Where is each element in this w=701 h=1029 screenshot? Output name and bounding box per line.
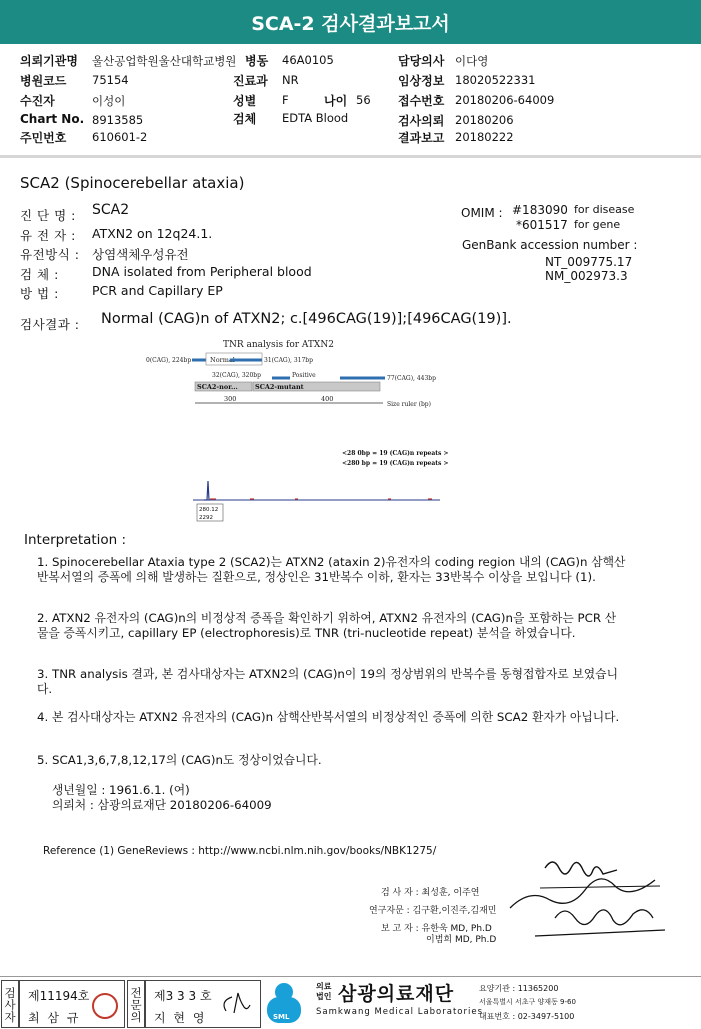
signer-name: 지 현 영: [154, 1011, 207, 1025]
org-info: 요양기관 : 11365200: [479, 984, 559, 993]
header-value: 610601-2: [92, 130, 148, 144]
org-prefix: 법인: [316, 992, 332, 1001]
header-label: 진료과: [233, 74, 268, 88]
header-value: 이성이: [92, 94, 126, 108]
header-label: 접수번호: [398, 94, 445, 108]
tester-info-box: [19, 980, 125, 1028]
row-label: 검 체 :: [20, 267, 59, 282]
omim-for: for disease: [574, 203, 635, 216]
row-label: 유전방식 :: [20, 247, 80, 262]
header-label: 담당의사: [398, 54, 445, 68]
box1-label: SCA2-nor...: [197, 383, 238, 391]
specialist-signature: [218, 989, 256, 1023]
sml-logo: [267, 983, 303, 1023]
footer: [0, 976, 701, 1029]
omim-for: for gene: [574, 218, 621, 231]
row-label: 진 단 명 :: [20, 208, 76, 223]
interpretation-item: 2. ATXN2 유전자의 (CAG)n의 비정상적 증폭을 확인하기 위하여, ATXN2 유전자의 (CAG)n을 포함하는 PCR 산물을 증폭시키고, capillary EP (electrophoresis)로 TNR (tri-nucleotide repeat) 분석을 하였습니다.: [37, 611, 617, 640]
interpretation-item: 3. TNR analysis 결과, 본 검사대상자는 ATXN2의 (CAG)n이 19의 정상범위의 반복수를 동형접합자로 보였습니다.: [37, 667, 618, 696]
gene-value: ATXN2 on 12q24.1.: [92, 226, 213, 241]
header-value: 18020522331: [455, 73, 536, 87]
omim-id: *601517: [516, 218, 568, 232]
header-value: 20180206: [455, 113, 514, 127]
report-title: SCA-2 검사결과보고서: [0, 0, 701, 44]
trace-peak: [204, 481, 210, 500]
license-no: 제3 3 3 호: [154, 989, 212, 1003]
genbank-accession: NT_009775.17: [545, 255, 633, 269]
header-value: F: [282, 93, 289, 107]
header-value: EDTA Blood: [282, 111, 349, 125]
positive-left-label: 32(CAG), 320bp: [212, 372, 261, 379]
org-name: 삼광의료재단: [338, 983, 455, 1005]
org-prefix: 의료: [316, 982, 332, 991]
requester: 의뢰처 : 삼광의료재단 20180206-64009: [52, 798, 272, 812]
header-value: 8913585: [92, 113, 144, 127]
result-label: 검사결과 :: [20, 317, 80, 332]
positive-label: Positive: [292, 372, 316, 379]
genbank-label: GenBank accession number :: [462, 238, 638, 252]
header-label: 결과보고: [398, 131, 445, 145]
header-label: 병원코드: [20, 74, 67, 88]
omim-label: OMIM :: [461, 206, 503, 220]
diagnosis-value: SCA2: [92, 202, 130, 218]
header-value: 울산공업학원울산대학교병원: [92, 54, 237, 68]
header-label: Chart No.: [20, 112, 85, 126]
org-info: 서울특별시 서초구 양재동 9-60: [479, 998, 576, 1006]
reporter: 이범희 MD, Ph.D: [426, 935, 497, 945]
genbank-accession: NM_002973.3: [545, 269, 628, 283]
header-label: 나이: [324, 94, 348, 108]
ruler-label: Size ruler (bp): [387, 401, 431, 408]
normal-left-label: 0(CAG), 224bp: [146, 357, 192, 364]
reference: Reference (1) GeneReviews : http://www.ncbi.nlm.nih.gov/books/NBK1275/: [43, 845, 437, 857]
specimen-value: DNA isolated from Peripheral blood: [92, 264, 312, 279]
signer-name: 최 삼 규: [28, 1011, 81, 1025]
normal-right-label: 31(CAG), 317bp: [264, 357, 313, 364]
box2-label: SCA2-mutant: [255, 383, 304, 391]
header-value: NR: [282, 73, 299, 87]
header-label: 임상정보: [398, 74, 445, 88]
report-heading: SCA2 (Spinocerebellar ataxia): [20, 174, 245, 192]
interpretation-item: 1. Spinocerebellar Ataxia type 2 (SCA2)는 ATXN2 (ataxin 2)유전자의 coding region 내의 (CAG)n 삼핵산 반복서열의 증폭에 의해 발생하는 질환으로, 정상인은 31반복수 이하, 환자는 33반복수 이상을 보입니다 (1).: [37, 555, 626, 584]
row-label: 방 법 :: [20, 286, 59, 301]
repeat-annotation: <280 bp = 19 (CAG)n repeats >: [342, 460, 449, 467]
section-divider: [0, 155, 701, 158]
license-no: 제11194호: [28, 989, 90, 1003]
header-label: 검체: [233, 112, 257, 126]
repeat-annotation: <28 0bp = 19 (CAG)n repeats >: [342, 450, 449, 457]
interpretation-item: 5. SCA1,3,6,7,8,12,17의 (CAG)n도 정상이었습니다.: [37, 753, 322, 767]
normal-label: Normal: [210, 356, 235, 364]
peak-height: 2292: [199, 515, 213, 521]
tick-label: 300: [224, 395, 237, 403]
header-value: 이다영: [455, 54, 489, 68]
row-label: 유 전 자 :: [20, 228, 76, 243]
seal-stamp: [92, 993, 118, 1019]
logo-text: SML: [273, 1013, 290, 1021]
header-value: 20180206-64009: [455, 93, 555, 107]
org-info: 대표번호 : 02-3497-5100: [479, 1012, 575, 1021]
tnr-title: TNR analysis for ATXN2: [223, 340, 334, 350]
inheritance-value: 상염색체우성유전: [92, 247, 189, 262]
method-value: PCR and Capillary EP: [92, 283, 223, 298]
interpretation-heading: Interpretation :: [24, 532, 127, 548]
tester-label-box: [1, 980, 19, 1028]
header-value: 20180222: [455, 130, 514, 144]
header-label: 의뢰기관명: [20, 54, 78, 68]
specialist-info-box: [145, 980, 261, 1028]
org-name-en: Samkwang Medical Laboratories: [316, 1007, 484, 1017]
header-value: 46A0105: [282, 53, 334, 67]
positive-right-label: 77(CAG), 443bp: [387, 375, 436, 382]
header-label: 검사의뢰: [398, 114, 445, 128]
specialist-label: 전문의: [130, 986, 142, 1024]
reporter: 보 고 자 : 유한욱 MD, Ph.D: [381, 924, 492, 934]
omim-id: #183090: [512, 203, 568, 217]
tick-label: 400: [321, 395, 334, 403]
tester-label: 검사자: [4, 986, 16, 1024]
birth-date: 생년월일 : 1961.6.1. (여): [52, 783, 190, 797]
result-value: Normal (CAG)n of ATXN2; c.[496CAG(19)];[496CAG(19)].: [101, 311, 512, 327]
specialist-label-box: [127, 980, 145, 1028]
peak-size: 280.12: [199, 507, 219, 513]
tester: 검 사 자 : 최성훈, 이주연: [381, 888, 480, 898]
header-label: 주민번호: [20, 131, 67, 145]
header-value: 75154: [92, 73, 129, 87]
header-label: 병동: [245, 54, 269, 68]
signatures: [495, 848, 695, 948]
header-label: 수진자: [20, 94, 55, 108]
header-label: 성별: [233, 94, 257, 108]
header-value: 56: [356, 93, 371, 107]
advisor: 연구자문 : 김구환,이진주,김재민: [369, 906, 497, 916]
tnr-figure: [140, 335, 480, 525]
interpretation-item: 4. 본 검사대상자는 ATXN2 유전자의 (CAG)n 삼핵산반복서열의 비정상적인 증폭에 의한 SCA2 환자가 아닙니다.: [37, 710, 620, 724]
